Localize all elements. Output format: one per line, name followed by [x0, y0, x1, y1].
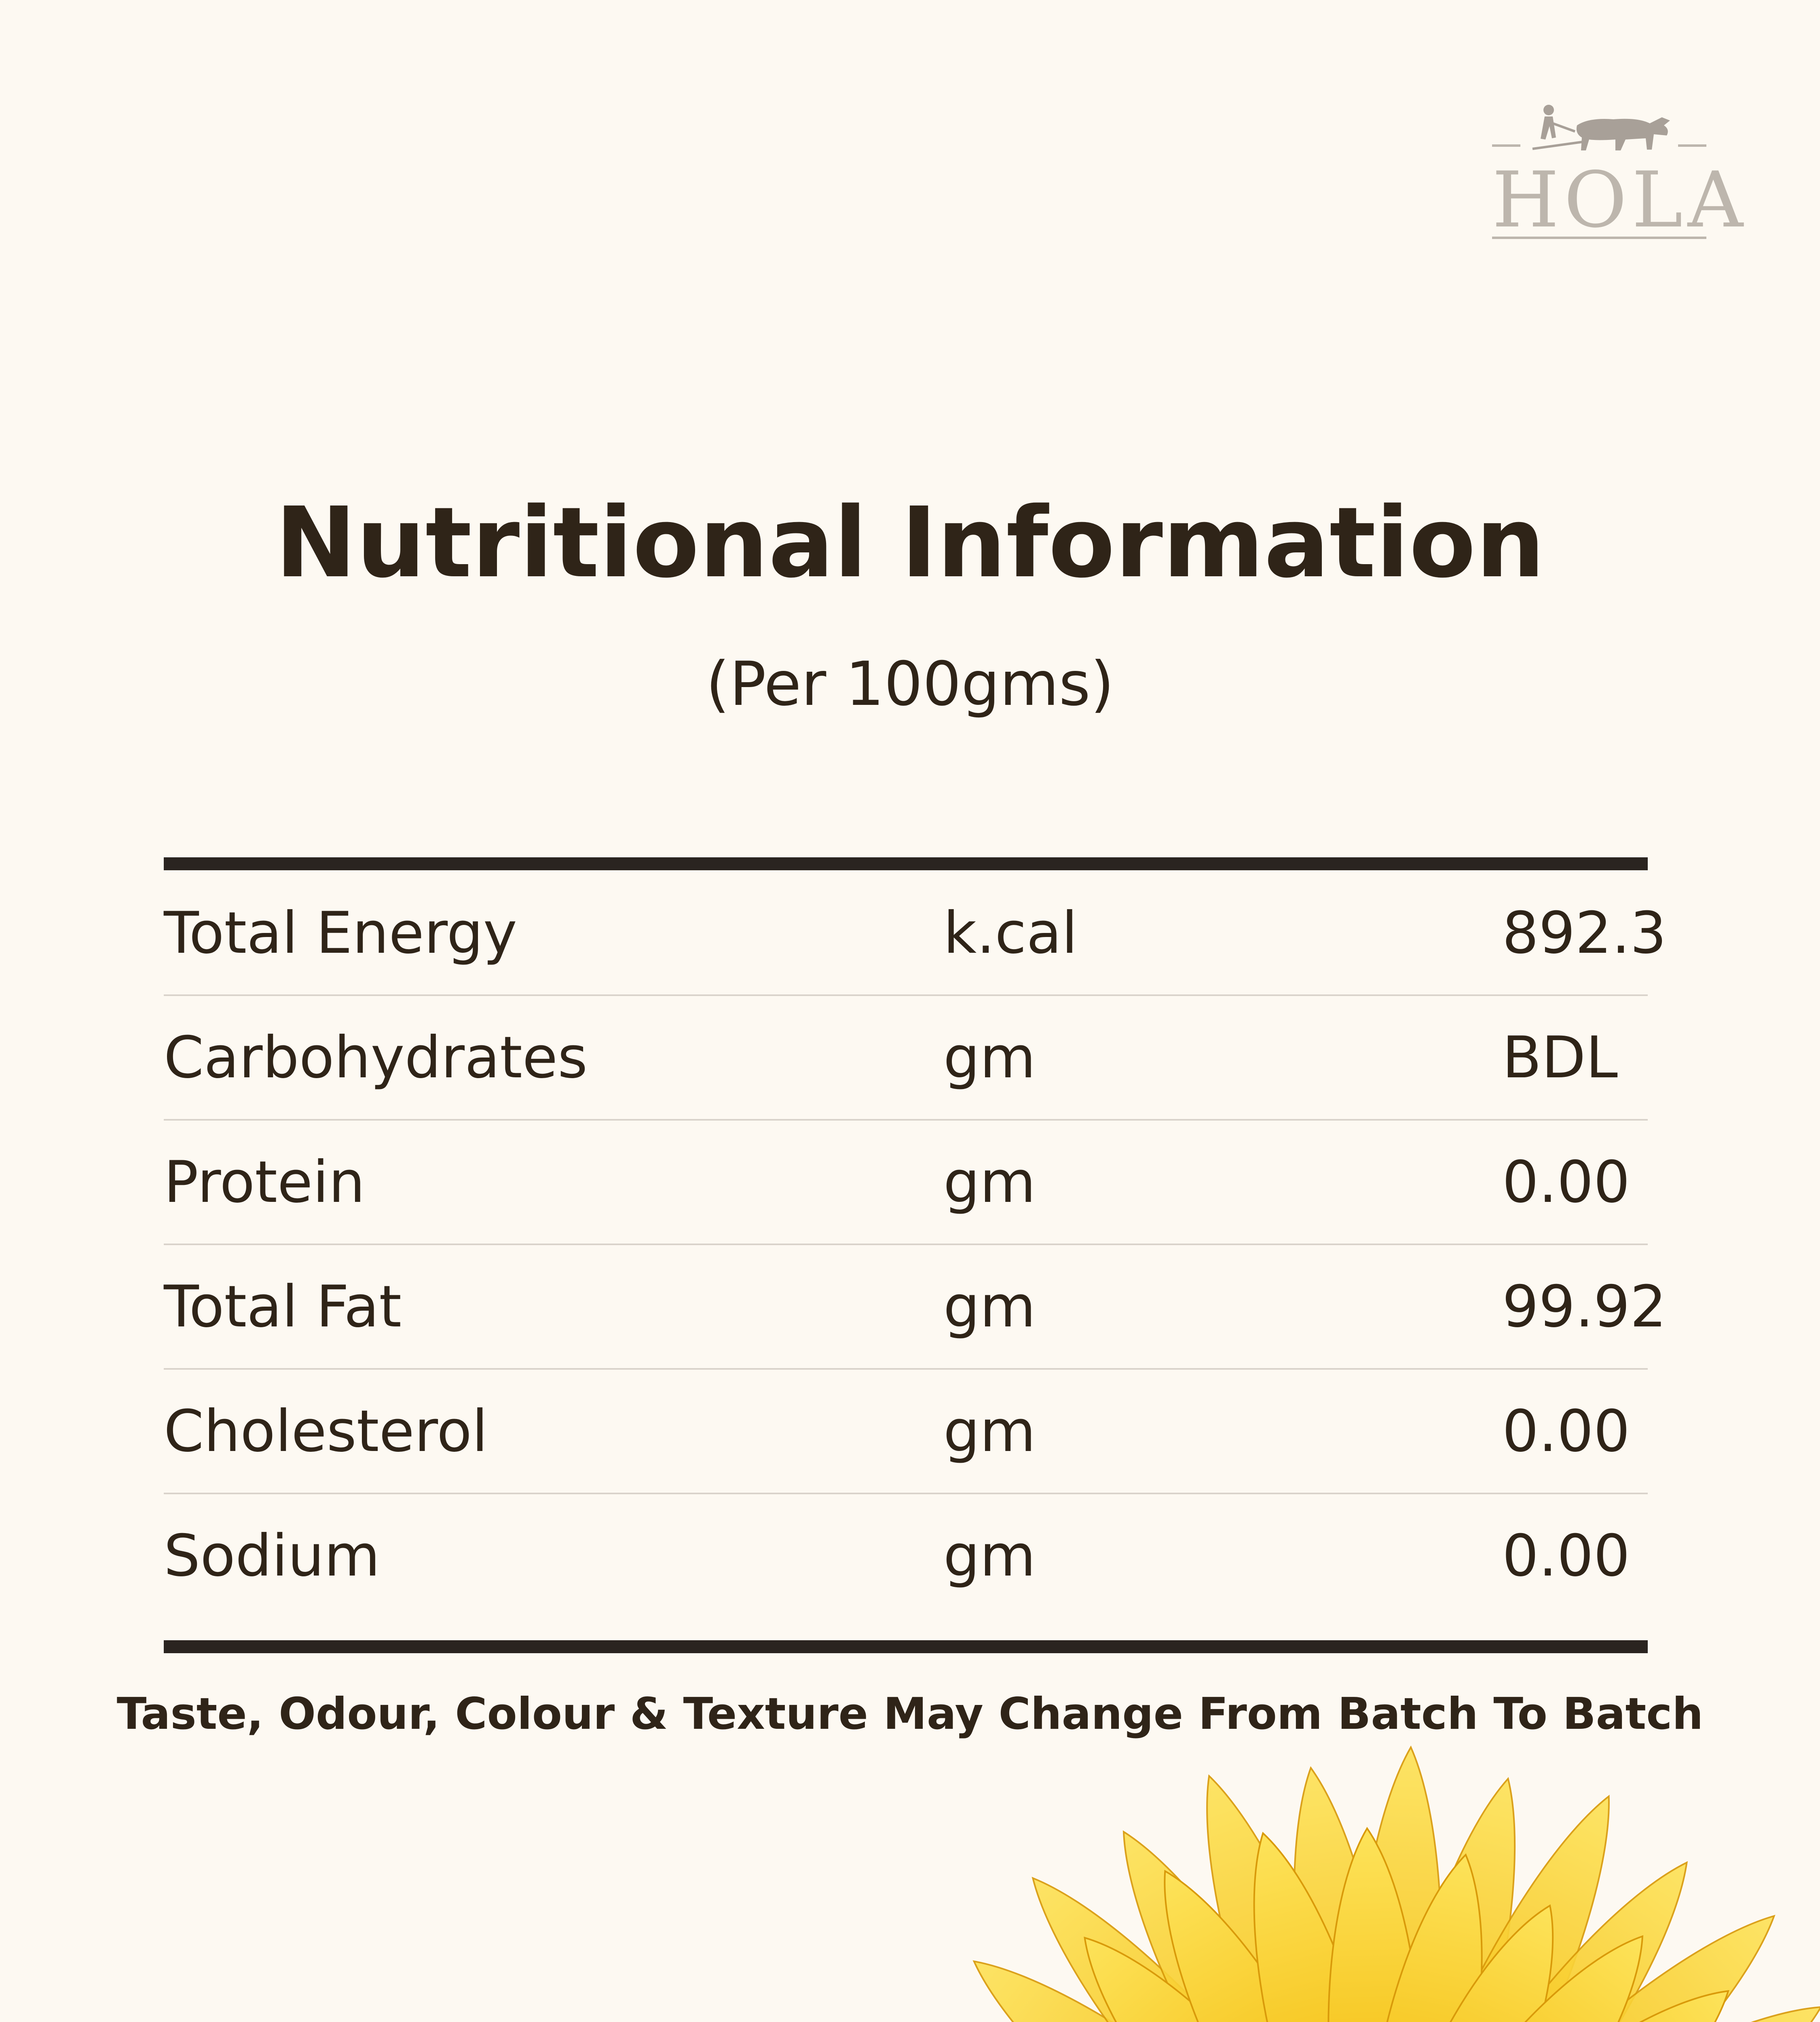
nutrient-unit: gm	[943, 1398, 1036, 1465]
brand-wordmark: HOLA	[1492, 155, 1748, 245]
nutrient-name: Cholesterol	[164, 1398, 488, 1465]
nutrient-value: 0.00	[1502, 1523, 1630, 1589]
nutrient-value: BDL	[1502, 1024, 1618, 1091]
nutrient-value: 0.00	[1502, 1398, 1630, 1465]
batch-variation-note: Taste, Odour, Colour & Texture May Change From Batch To Batch	[116, 1689, 1704, 1739]
nutrient-name: Carbohydrates	[164, 1024, 588, 1091]
nutrient-unit: gm	[943, 1273, 1036, 1340]
nutrient-value: 0.00	[1502, 1149, 1630, 1216]
page-subtitle: (Per 100gms)	[706, 649, 1114, 719]
nutrient-unit: gm	[943, 1149, 1036, 1216]
nutrient-unit: gm	[943, 1024, 1036, 1091]
nutrient-value: 99.92	[1502, 1273, 1667, 1340]
nutrient-name: Protein	[164, 1149, 365, 1216]
nutrient-value: 892.3	[1502, 900, 1667, 967]
nutrient-name: Sodium	[164, 1523, 380, 1589]
nutrient-name: Total Energy	[164, 900, 517, 967]
nutrient-unit: gm	[943, 1523, 1036, 1589]
nutrient-name: Total Fat	[164, 1273, 402, 1340]
nutrient-unit: k.cal	[943, 900, 1078, 967]
page-title: Nutritional Information	[275, 486, 1545, 599]
